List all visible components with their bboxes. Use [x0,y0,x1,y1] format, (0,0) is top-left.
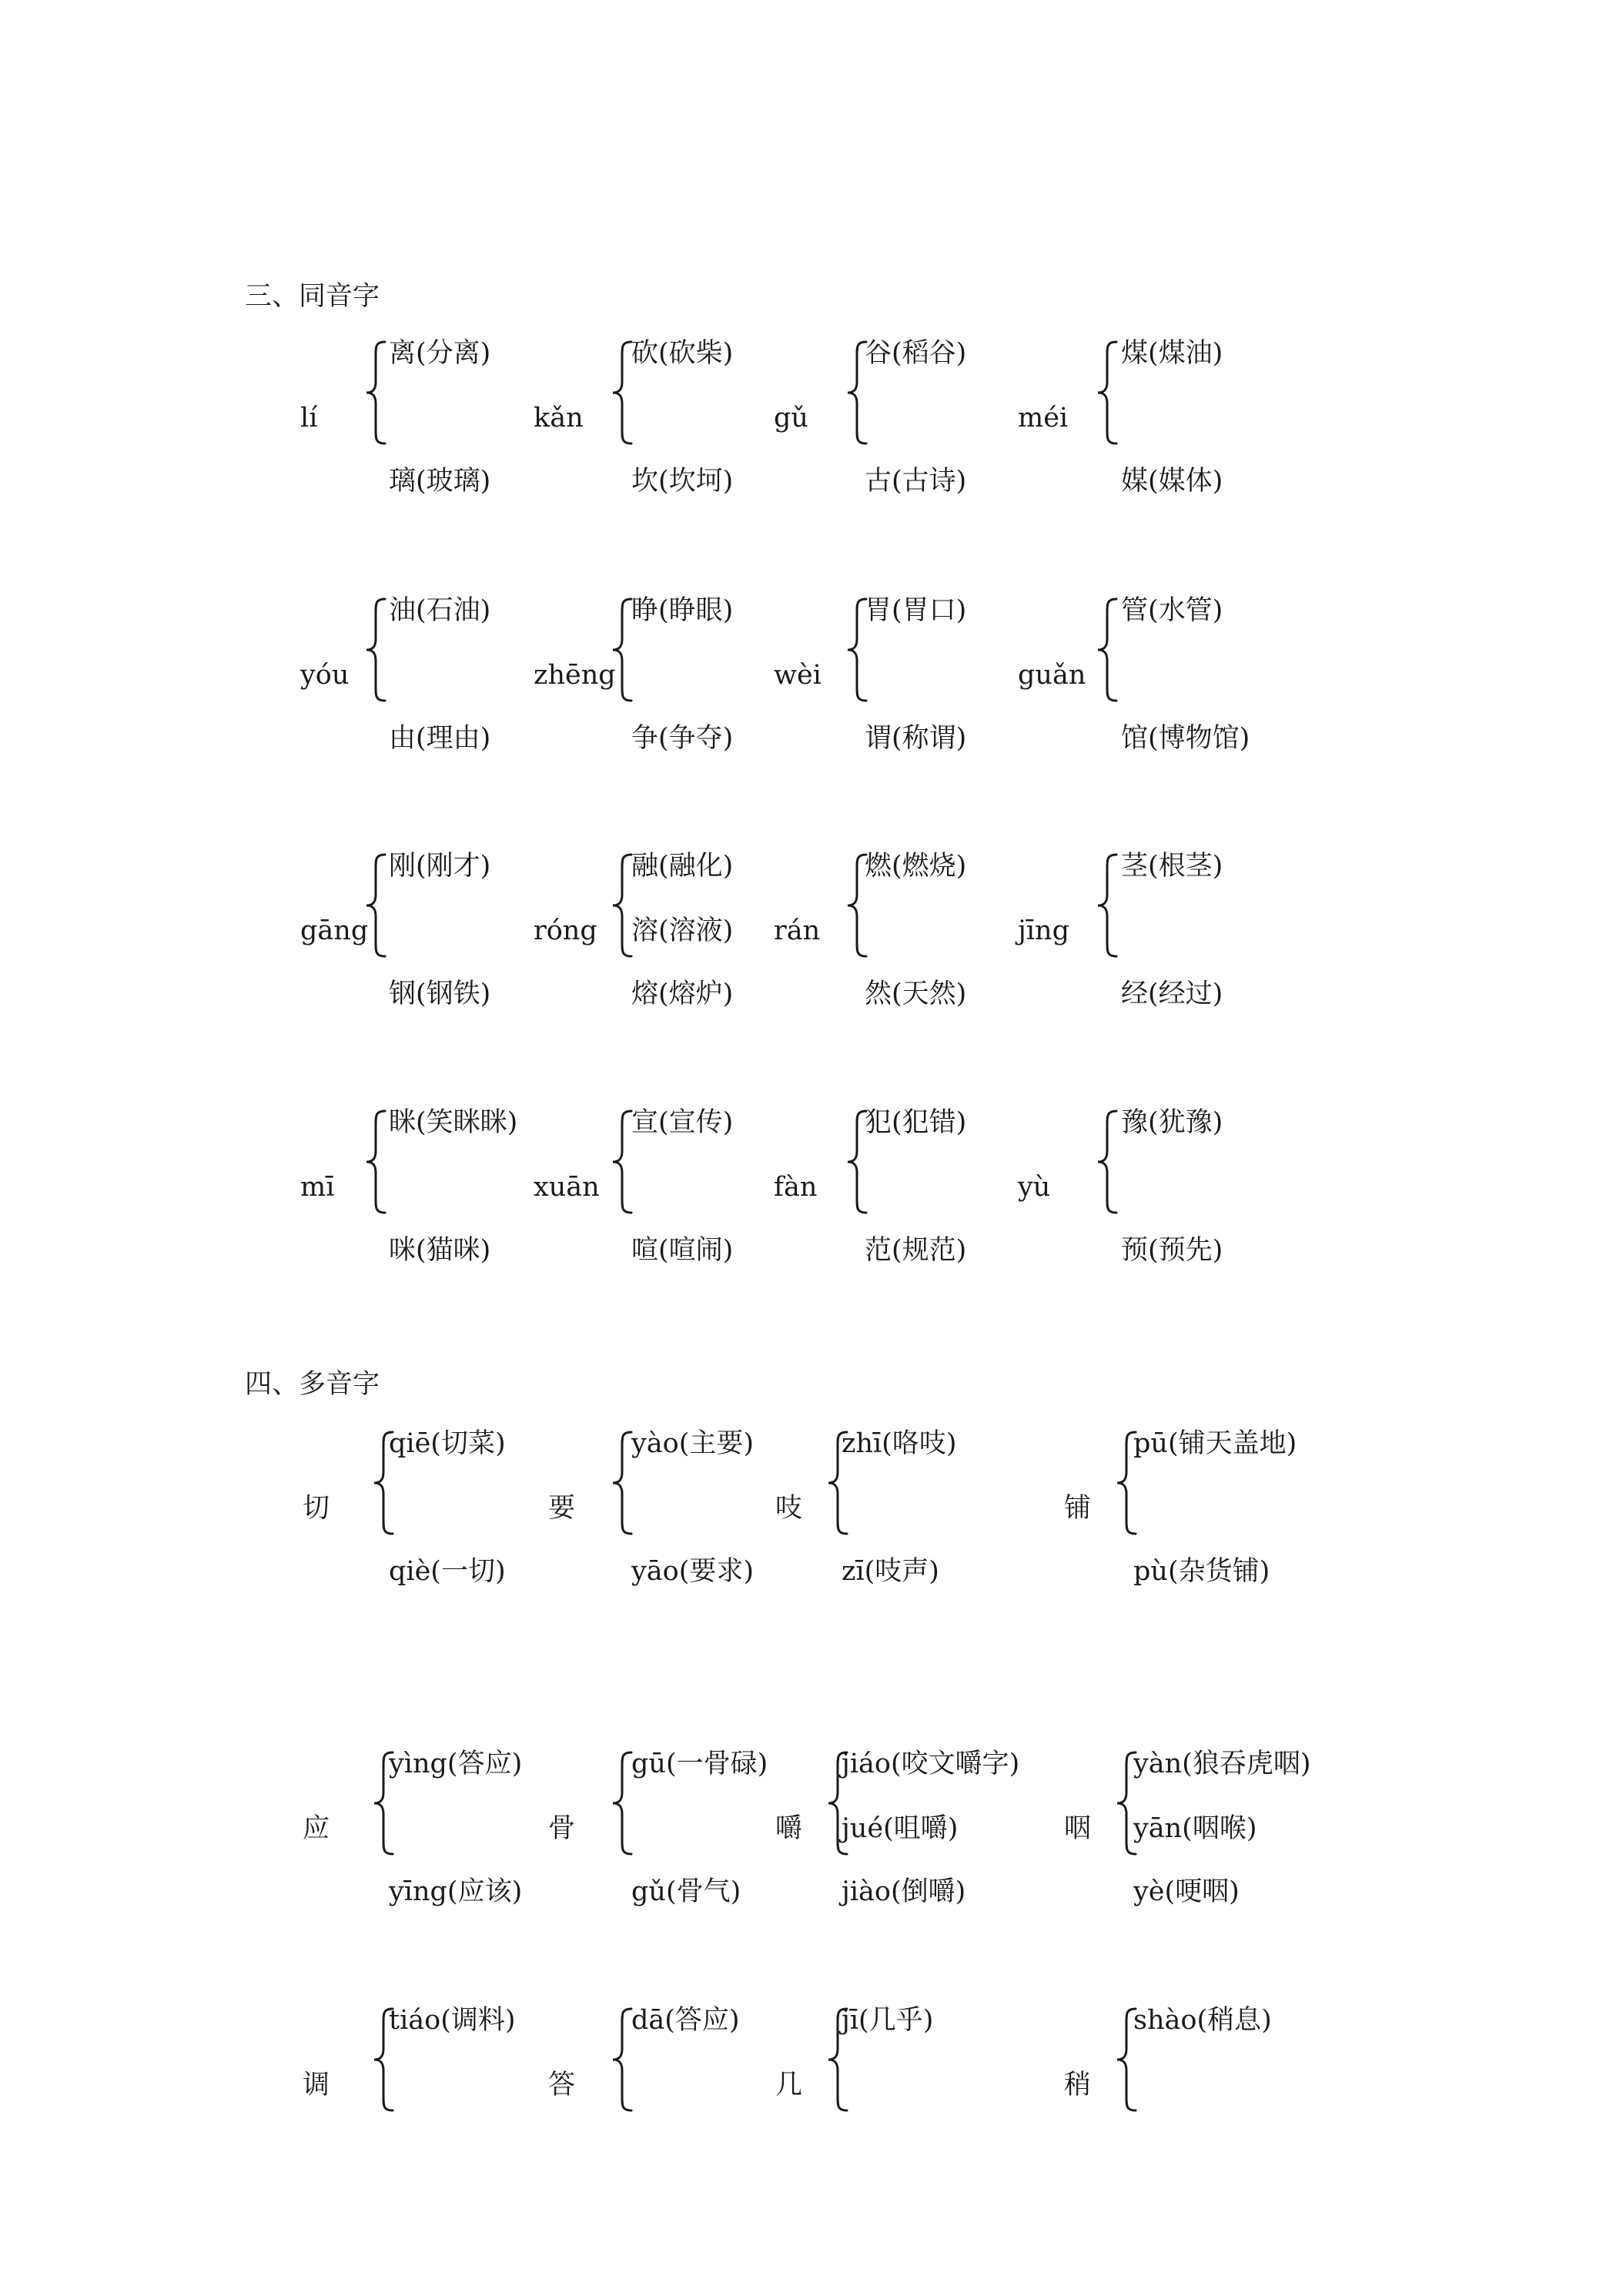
homophone-word-top: 宣(宣传) [631,1107,734,1138]
homophone-pinyin: méi [1018,403,1069,433]
brace-icon [362,596,393,704]
homophone-word-top: 离(分离) [389,338,491,369]
polyphone-reading-bottom: yè(哽咽) [1133,1876,1240,1907]
homophone-word-top: 豫(犹豫) [1121,1107,1223,1138]
homophone-word-middle: 溶(溶液) [631,915,734,946]
homophone-word-bottom: 经(经过) [1121,979,1223,1009]
polyphone-char: 嚼 [775,1813,803,1844]
homophone-word-bottom: 由(理由) [389,723,491,754]
polyphone-reading-bottom: jiào(倒嚼) [842,1876,966,1907]
homophone-word-top: 犯(犯错) [865,1107,967,1138]
homophone-word-top: 油(石油) [389,595,491,626]
polyphone-reading-top: qiē(切菜) [389,1428,506,1459]
polyphone-reading-top: gū(一骨碌) [631,1749,768,1779]
homophone-word-top: 煤(煤油) [1121,338,1223,369]
homophone-word-bottom: 预(预先) [1121,1235,1223,1266]
homophone-word-top: 睁(睁眼) [631,595,734,626]
homophone-pinyin: gǔ [774,403,808,433]
polyphone-char: 切 [303,1493,330,1524]
polyphone-char: 调 [303,2070,330,2100]
homophone-pinyin: jīng [1018,915,1069,946]
polyphone-char: 骨 [548,1813,576,1844]
homophones-heading: 三、同音字 [245,281,380,312]
homophone-word-bottom: 熔(熔炉) [631,979,734,1009]
polyphone-char: 咽 [1064,1813,1092,1844]
homophone-word-top: 胃(胃口) [865,595,967,626]
homophone-word-top: 谷(稻谷) [865,338,967,369]
homophone-pinyin: yóu [300,660,350,691]
homophone-pinyin: guǎn [1018,660,1086,691]
homophone-pinyin: fàn [774,1172,818,1203]
brace-icon [1093,852,1124,959]
homophone-word-top: 茎(根茎) [1121,851,1223,882]
brace-icon [362,339,393,447]
polyphone-reading-top: yàn(狼吞虎咽) [1133,1749,1311,1779]
homophone-pinyin: zhēng [534,660,616,691]
homophone-pinyin: gāng [300,915,369,946]
homophone-pinyin: lí [300,403,318,433]
homophone-pinyin: mī [300,1172,335,1203]
polyphone-reading-bottom: qiè(一切) [389,1556,506,1587]
homophone-word-bottom: 钢(钢铁) [389,979,491,1009]
homophone-pinyin: wèi [774,660,822,691]
homophone-word-bottom: 馆(博物馆) [1121,723,1250,754]
polyphone-reading-bottom: yīng(应该) [389,1876,523,1907]
homophone-word-top: 融(融化) [631,851,734,882]
polyphone-reading-bottom: yāo(要求) [631,1556,755,1587]
polyphone-reading-middle: yān(咽喉) [1133,1813,1257,1844]
homophone-word-bottom: 喧(喧闹) [631,1235,734,1266]
polyphone-reading-top: pū(铺天盖地) [1133,1428,1297,1459]
polyphone-reading-top: zhī(咯吱) [842,1428,957,1459]
polyphone-char: 铺 [1064,1493,1092,1524]
polyphone-reading-top: shào(稍息) [1133,2005,1272,2036]
polyphone-reading-top: yào(主要) [631,1428,755,1459]
homophone-pinyin: rán [774,915,821,946]
homophone-word-top: 刚(刚才) [389,851,491,882]
homophone-word-bottom: 然(天然) [865,979,967,1009]
polyphone-reading-top: jiáo(咬文嚼字) [842,1749,1020,1779]
homophone-word-bottom: 咪(猫咪) [389,1235,491,1266]
polyphone-reading-bottom: gǔ(骨气) [631,1876,741,1907]
homophone-word-top: 砍(砍柴) [631,338,734,369]
polyphone-char: 吱 [775,1493,803,1524]
homophone-word-top: 燃(燃烧) [865,851,967,882]
brace-icon [1093,596,1124,704]
homophone-word-bottom: 坎(坎坷) [631,466,734,497]
homophone-word-bottom: 谓(称谓) [865,723,967,754]
polyphone-reading-bottom: pù(杂货铺) [1133,1556,1270,1587]
polyphone-char: 要 [548,1493,576,1524]
brace-icon [362,852,393,959]
homophone-word-bottom: 争(争夺) [631,723,734,754]
polyphones-heading: 四、多音字 [245,1369,380,1400]
polyphone-char: 稍 [1064,2070,1092,2100]
brace-icon [362,1108,393,1216]
polyphone-reading-top: yìng(答应) [389,1749,523,1779]
brace-icon [1093,339,1124,447]
polyphone-char: 应 [303,1813,330,1844]
homophone-word-top: 眯(笑眯眯) [389,1107,518,1138]
polyphone-reading-top: jī(几乎) [842,2005,934,2036]
homophone-word-bottom: 璃(玻璃) [389,466,491,497]
homophone-pinyin: xuān [534,1172,600,1203]
brace-icon [1093,1108,1124,1216]
homophone-word-bottom: 媒(媒体) [1121,466,1223,497]
homophone-pinyin: yù [1018,1172,1051,1203]
homophone-pinyin: róng [534,915,597,946]
homophone-word-top: 管(水管) [1121,595,1223,626]
homophone-word-bottom: 范(规范) [865,1235,967,1266]
polyphone-reading-top: tiáo(调料) [389,2005,516,2036]
polyphone-reading-middle: jué(咀嚼) [842,1813,959,1844]
homophone-word-bottom: 古(古诗) [865,466,967,497]
homophone-pinyin: kǎn [534,403,584,433]
polyphone-reading-top: dā(答应) [631,2005,740,2036]
polyphone-reading-bottom: zī(吱声) [842,1556,939,1587]
polyphone-char: 几 [775,2070,803,2100]
polyphone-char: 答 [548,2070,576,2100]
